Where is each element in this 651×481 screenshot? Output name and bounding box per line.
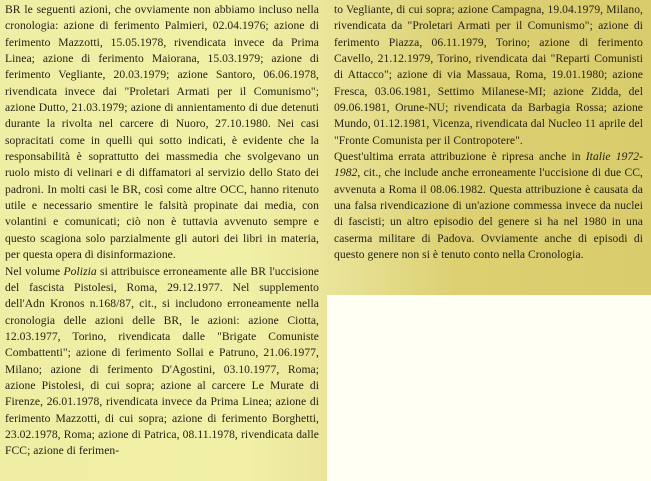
book-title-italie: Italie 1972-1982 (334, 150, 644, 180)
blank-white-area (327, 295, 651, 481)
left-paragraph-2-lead: Nel volume (5, 264, 64, 278)
left-paragraph-2-body: si attribuisce erroneamente alle BR l'uccisione del fascista Pistolesi, Roma, 29.12.1977. Nel supplemento dell'Adn Kronos n.168/87, cit., si includono erroneamente nella cronologia delle azioni delle BR, le azioni: azione Ciotta, 12.03.1977, Torino, rivendicata dalle "Brigate Comuniste Combattenti"; azione di ferimento Sollai e Patruno, 21.06.1977, Milano; azione di ferimento D'Agostini, 03.10.1977, Roma; azione Pistolesi, di cui sopra; azione al carcere Le Murate di Firenze, 26.01.1978, rivendicata invece da Prima Linea; azione di ferimento Mazzotti, di cui sopra; azione di ferimento Borghetti, 23.02.1978, Roma; azione di Patrica, 08.11.1978, rivendicata dalle FCC; azione di ferimen- (5, 264, 319, 458)
book-title-polizia: Polizia (63, 264, 97, 278)
right-column (334, 2, 643, 264)
right-paragraph-2-body: , cit., che include anche erroneamente l'uccisione di due CC, avvenuta a Roma il 08.06.1982. Questa attribuzione è causata da una falsa rivendicazione di un'azione commessa invece da nuclei di fascisti; un altro episodio del genere si ha nel 1980 in una caserma militare di Padova. Ovviamente anche di episodi di questo genere non si è tenuto conto nella Cronologia. (334, 166, 643, 262)
right-paragraph-2 (334, 149, 643, 263)
left-paragraph-2 (5, 264, 319, 460)
right-paragraph-2-lead: Quest'ultima errata attribuzione è ripresa anche in (334, 150, 586, 164)
left-paragraph-1: BR le seguenti azioni, che ovviamente non abbiamo incluso nella cronologia: azione di ferimento Palmieri, 02.04.1976; azione di ferimento Mazzotti, 15.05.1978, rivendicata invece da Prima Linea; azione di ferimento Maiorana, 15.03.1979; azione di ferimento Vegliante, 20.03.1979; azione Santoro, 06.06.1978, rivendicata invece dai "Proletari Armati per il Comunismo"; azione Dutto, 21.03.1979; azione di annientamento di due detenuti durante la rivolta nel carcere di Nuoro, 27.10.1980. Nei casi sopracitati come in quelli qui sotto indicati, è evidente che la responsabilità è soprattutto dei massmedia che svolgevano un ruolo misto di velinari e di diffamatori al servizio dello Stato dei padroni. In molti casi le BR, così come altre OCC, hanno ritenuto utile e necessario smentire le falsità propinate dai media, con volantini e comunicati; ciò non è tuttavia avvenuto sempre e questo scagiona solo parzialmente gli autori dei libri in materia, per questa opera di disinformazione. (5, 3, 319, 262)
right-paragraph-1: to Vegliante, di cui sopra; azione Campagna, 19.04.1979, Milano, rivendicata da "Proletari Armati per il Comunismo"; azione di ferimento Piazza, 06.11.1979, Torino; azione di ferimento Cavello, 21.12.1979, Torino, rivendicata dai "Reparti Comunisti di Attacco"; azione di via Massaua, Roma, 19.01.1980; azione Fresca, 03.06.1981, Settimo Milanese-MI; azione Zidda, del 09.06.1981, Orune-NU; rivendicata da Barbagia Rossa; azione Mundo, 01.12.1981, Vicenza, rivendicata dal Nucleo 11 aprile del "Fronte Comunista per il Contropotere". (334, 3, 643, 147)
left-column (5, 2, 319, 460)
